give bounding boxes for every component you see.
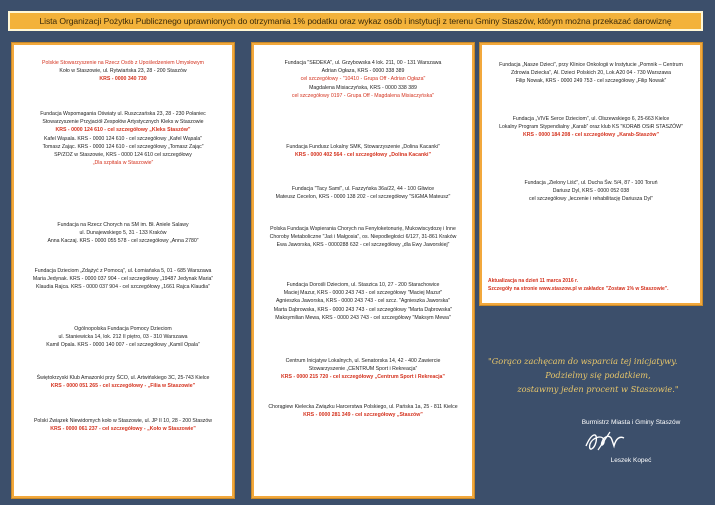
entry-line: Anna Kaczaj. KRS - 0000 055 578 - cel szczegółowy „Anna 2780” bbox=[47, 238, 199, 245]
entry-line: KRS - 0000 215 720 - cel szczegółowy „Centrum Sport i Rekreacja” bbox=[280, 374, 446, 381]
entry-line: Lokalny Program Stypendialny „Karab” oraz klub KS "KORAB OSiR STASZÓW" bbox=[499, 124, 683, 131]
entry-line: „Dla szpitala w Staszowie” bbox=[92, 160, 154, 167]
entry-line: Choroby Metaboliczne "Jaś i Małgosia", os. Niepodległości 6/127, 31-861 Kraków bbox=[269, 234, 457, 241]
organization-entry bbox=[488, 179, 694, 204]
entry-line: Ogólnopolska Fundacja Pomocy Dzieciom bbox=[74, 326, 172, 332]
entry-line: Adrian Ogłaza, KRS - 0000 338 389 bbox=[321, 68, 405, 75]
organization-entry bbox=[260, 143, 466, 159]
entry-line: Mateusz Cecelon, KRS - 0000 138 202 - cel szczegółowy "SIGMA Mateusz" bbox=[275, 194, 451, 201]
organization-entry bbox=[20, 325, 226, 350]
entry-line: Fundacja "Tacy Sami", ul. Fazzyńska 36a/22, 44 - 100 Gliwice bbox=[291, 186, 435, 192]
entry-line: Fundacja „Nasze Dzieci”, przy Klinice Onkologii w Instytucie „Pomnik – Centrum bbox=[499, 62, 683, 68]
organization-entry bbox=[20, 417, 226, 433]
organization-entry bbox=[260, 357, 466, 382]
page-title: Lista Organizacji Pożytku Publicznego uprawnionych do otrzymania 1% podatku oraz wykaz osób i instytucji z terenu Gminy Staszów, którym można przekazać darowiznę bbox=[39, 16, 672, 26]
entry-line: KRS - 0000 281 349 - cel szczegółowy „Staszów” bbox=[303, 412, 423, 419]
signatory-name: Leszek Kopeć bbox=[610, 457, 652, 464]
organization-entry bbox=[20, 374, 226, 390]
entry-line: Centrum Inicjatyw Lokalnych, ul. Senatorska 14, 42 - 400 Zawiercie bbox=[285, 358, 441, 364]
entry-line: Maria Jedynak. KRS - 0000 037 904 - cel szczegółowy „19487 Jedynak Maria” bbox=[32, 276, 214, 283]
organization-entry bbox=[260, 225, 466, 250]
entry-line: Fundacja Dorośli Dzieciom, ul. Staszica 10, 27 - 200 Starachowice bbox=[286, 282, 440, 288]
title-banner bbox=[8, 11, 703, 31]
organization-entry bbox=[20, 267, 226, 292]
entry-line: ul. Dunajewskiego 5, 31 - 133 Kraków bbox=[79, 230, 167, 237]
quote-line: "Gorąco zachęcam do wsparcia tej inicjatywy. bbox=[488, 356, 678, 366]
entry-line: Świętokrzyski Klub Amazonki przy ŚCO, ul. Artwińskiego 3C, 25-743 Kielce bbox=[36, 375, 210, 381]
quote-line: Podzielmy się podatkiem, bbox=[545, 370, 651, 380]
entry-line: Fundacja "SEDEKA", ul. Grzybowska 4 lok. 211, 00 - 131 Warszawa bbox=[284, 60, 442, 66]
entry-line: Kafel Wąsala. KRS - 0000 124 610 - cel szczegółowy „Kafel Wąsala” bbox=[43, 135, 202, 142]
entry-line: Fundacja na Rzecz Chorych na SM im. Bł. Aniele Salawy bbox=[57, 222, 189, 228]
entry-line: Kamil Opala. KRS - 0000 140 007 - cel szczegółowy „Kamil Opala” bbox=[46, 342, 200, 349]
entry-line: cel szczegółowy „leczenie i rehabilitację Dariusza Dyl” bbox=[529, 196, 653, 203]
organization-entry bbox=[488, 61, 694, 86]
organization-entry bbox=[260, 59, 466, 100]
organization-entry bbox=[20, 110, 226, 167]
entry-line: KRS - 0000 184 208 - cel szczegółowy „Karab-Staszów” bbox=[522, 132, 660, 139]
entry-line: KRS - 0000 051 265 - cel szczegółowy - „Filia w Staszowie” bbox=[50, 383, 196, 390]
entry-line: Maksymilian Mewa, KRS - 0000 243 743 - cel szczegółowy "Maksym Mewa" bbox=[275, 314, 451, 321]
mayor-quote bbox=[488, 354, 708, 396]
entry-line: Dariusz Dyl, KRS - 0000 052 038 bbox=[552, 188, 630, 195]
entry-line: Magdalena Misiaczyńska, KRS - 0000 338 389 bbox=[309, 84, 417, 91]
entry-line: Maciej Mazur, KRS - 0000 243 743 - cel szczegółowy "Maciej Mazur" bbox=[283, 290, 443, 297]
entry-line: KRS - 0000 340 730 bbox=[99, 76, 147, 83]
entry-line: cel szczegółowy - "10410 - Grupa Off - Adrian Ogłaza" bbox=[300, 76, 426, 83]
entry-line: Klaudia Rajca. KRS - 0000 037 904 - cel szczegółowy „1661 Rajca Klaudia” bbox=[36, 284, 210, 291]
entry-line: Agnieszka Jaworska, KRS - 0000 243 743 - cel szcz. "Agnieszka Jaworska" bbox=[275, 298, 451, 305]
entry-line: KRS - 0000 124 610 - cel szczegółowy „Kleks Staszów” bbox=[55, 127, 191, 134]
entry-line: Polska Fundacja Wspierania Chorych na Fenyloketonurię, Mukowiscydozę i Inne bbox=[270, 226, 456, 232]
organizations-column-3 bbox=[480, 43, 702, 305]
entry-line: Fundacja „VIVE Serce Dzieciom”, ul. Olszewskiego 6, 25-663 Kielce bbox=[512, 116, 670, 122]
entry-line: Polski Związek Niewidomych koło w Staszowie, ul. JP II 10, 28 - 200 Staszów bbox=[33, 418, 213, 424]
entry-line: Fundacja Dzieciom „Zdążyć z Pomocą”, ul. Łomiańska 5, 01 - 685 Warszawa bbox=[34, 268, 212, 274]
entry-line: cel szczegółowy 0197 - Grupa Off - Magdalena Misiaczyńska" bbox=[291, 92, 435, 99]
signatory-role: Burmistrz Miasta i Gminy Staszów bbox=[581, 419, 681, 426]
entry-line: Ewa Jaworska, KRS - 0000288 632 - cel szczegółowy „dla Ewy Jaworskiej” bbox=[276, 242, 450, 249]
entry-line: Fundacja Fundusz Lokalny SMK, Stowarzyszenie „Dolina Kacanki” bbox=[286, 144, 440, 150]
organization-entry bbox=[260, 403, 466, 419]
entry-line: ul. Staniewicka 14, lok. 212 II piętro, 03 - 310 Warszawa bbox=[58, 334, 188, 341]
entry-line: Koło w Staszowie, ul. Rytwiańska 23, 28 - 200 Staszów bbox=[59, 68, 187, 75]
entry-line: Stowarzyszenie „CENTRUM Sport i Rekreacja” bbox=[308, 366, 418, 373]
organization-entry bbox=[20, 59, 226, 84]
quote-line: zostawmy jeden procent w Staszowie." bbox=[517, 384, 679, 394]
entry-line: KRS - 0000 402 564 - cel szczegółowy „Dolina Kacanki” bbox=[294, 152, 432, 159]
update-note-link: Szczegóły na stronie www.staszow.pl w zakładce "Zostaw 1% w Staszowie". bbox=[488, 286, 669, 292]
organizations-column-1 bbox=[12, 43, 234, 498]
entry-line: Fundacja Wspomagania Oświaty ul. Ruszczańska 23, 28 - 230 Połaniec bbox=[40, 111, 206, 117]
entry-line: Stowarzyszenie Przyjaciół Zespołów Artystycznych Kleks w Staszowie bbox=[42, 119, 204, 126]
entry-line: KRS - 0000 061 237 - cel szczegółowy - „Koło w Staszowie” bbox=[50, 426, 196, 433]
update-note bbox=[488, 277, 694, 293]
organization-entry bbox=[260, 185, 466, 201]
organizations-column-2 bbox=[252, 43, 474, 498]
organization-entry bbox=[20, 221, 226, 246]
entry-line: Filip Nowak, KRS - 0000 249 753 - cel szczegółowy „Filip Nowak” bbox=[515, 78, 667, 85]
update-note-date: Aktualizacja na dzień 11 marca 2016 r. bbox=[488, 278, 579, 284]
entry-line: Polskie Stowarzyszenie na Rzecz Osób z Upośledzeniem Umysłowym bbox=[41, 60, 205, 66]
entry-line: Tomasz Zając. KRS - 0000 124 610 - cel szczegółowy „Tomasz Zając” bbox=[42, 143, 204, 150]
organization-entry bbox=[260, 281, 466, 322]
entry-line: Chorągiew Kielecka Związku Harcerstwa Polskiego, ul. Pańska 1a, 25 - 811 Kielce bbox=[268, 404, 458, 410]
entry-line: Fundacja „Zielony Liść”, ul. Ducha Św. 5/4, 87 - 100 Toruń bbox=[524, 180, 658, 186]
signature-image bbox=[580, 428, 630, 456]
entry-line: Marta Dąbrowska, KRS - 0000 243 743 - cel szczegółowy "Marta Dąbrowska" bbox=[273, 306, 453, 313]
organization-entry bbox=[488, 115, 694, 140]
entry-line: SP/ZOZ w Staszowie, KRS - 0000 124 610 cel szczegółowy bbox=[54, 152, 192, 159]
entry-line: Zdrowia Dziecka”, Al. Dzieci Polskich 20, Lok.A20 04 - 730 Warszawa bbox=[510, 70, 672, 77]
